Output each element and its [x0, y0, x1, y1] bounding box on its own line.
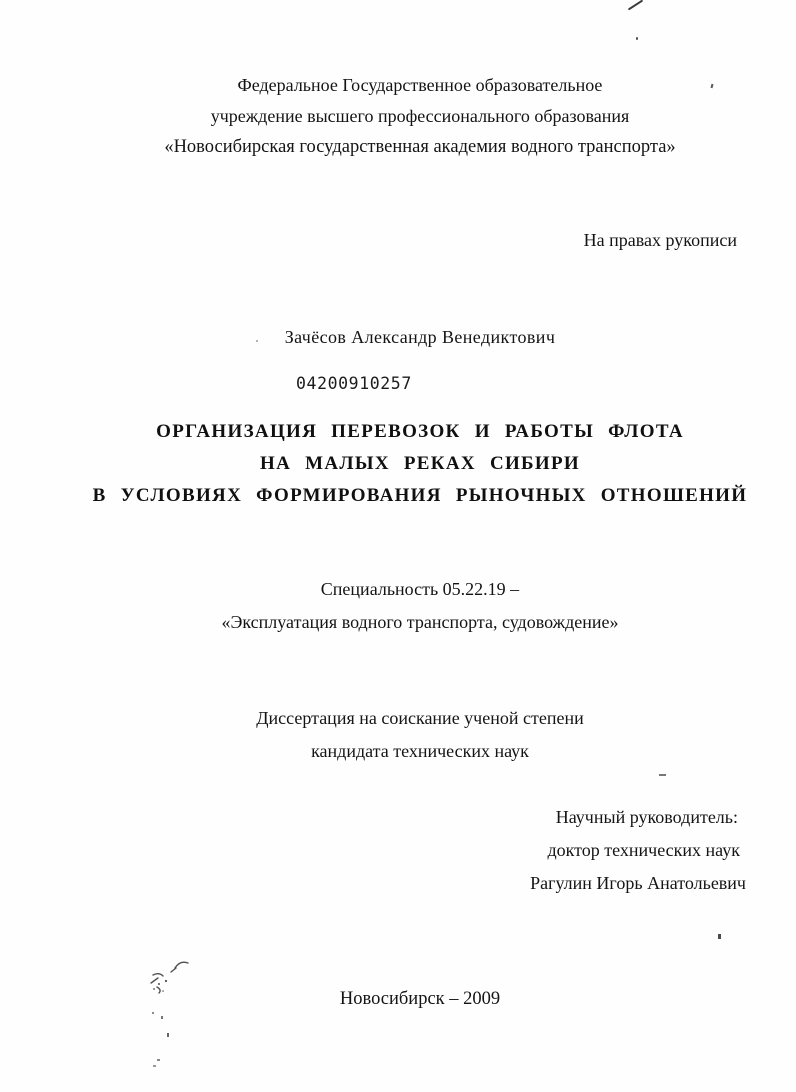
dissertation-title-line-3: В УСЛОВИЯХ ФОРМИРОВАНИЯ РЫНОЧНЫХ ОТНОШЕНИЙ — [92, 485, 748, 506]
ink-speck — [157, 1059, 160, 1061]
thesis-type-line-1: Диссертация на соискание ученой степени — [256, 708, 584, 728]
supervisor-label: Научный руководитель: — [555, 807, 738, 827]
ink-speck — [167, 1033, 169, 1037]
ink-speck — [659, 774, 666, 776]
supervisor-block — [530, 801, 746, 900]
supervisor-name: Рагулин Игорь Анатольевич — [530, 873, 746, 893]
dissertation-title-line-2: НА МАЛЫХ РЕКАХ СИБИРИ — [260, 453, 580, 474]
ink-speck — [153, 1065, 156, 1067]
city-year-footer: Новосибирск – 2009 — [339, 989, 501, 1009]
pen-slash-mark — [628, 0, 643, 10]
ink-speck — [256, 340, 258, 342]
specialty-code: Специальность 05.22.19 – — [320, 579, 520, 599]
author-name: Зачёсов Александр Венедиктович — [284, 327, 556, 347]
institution-line-2: учреждение высшего профессионального образования — [210, 106, 630, 126]
registration-number: 04200910257 — [296, 374, 412, 393]
manuscript-rights-note: На правах рукописи — [583, 230, 737, 250]
thesis-type-line-2: кандидата технических наук — [311, 741, 529, 761]
ink-speck — [636, 37, 638, 40]
ink-speck — [152, 1012, 154, 1014]
ink-speck — [161, 1016, 163, 1019]
specialty-name: «Эксплуатация водного транспорта, судовождение» — [221, 612, 619, 632]
supervisor-degree: доктор технических наук — [547, 840, 740, 860]
ink-speck — [718, 934, 721, 939]
institution-line-1: Федеральное Государственное образовательное — [237, 75, 603, 95]
institution-line-3: «Новосибирская государственная академия водного транспорта» — [164, 137, 676, 157]
dissertation-title-line-1: ОРГАНИЗАЦИЯ ПЕРЕВОЗОК И РАБОТЫ ФЛОТА — [156, 421, 684, 442]
pencil-scribble — [142, 958, 197, 1003]
